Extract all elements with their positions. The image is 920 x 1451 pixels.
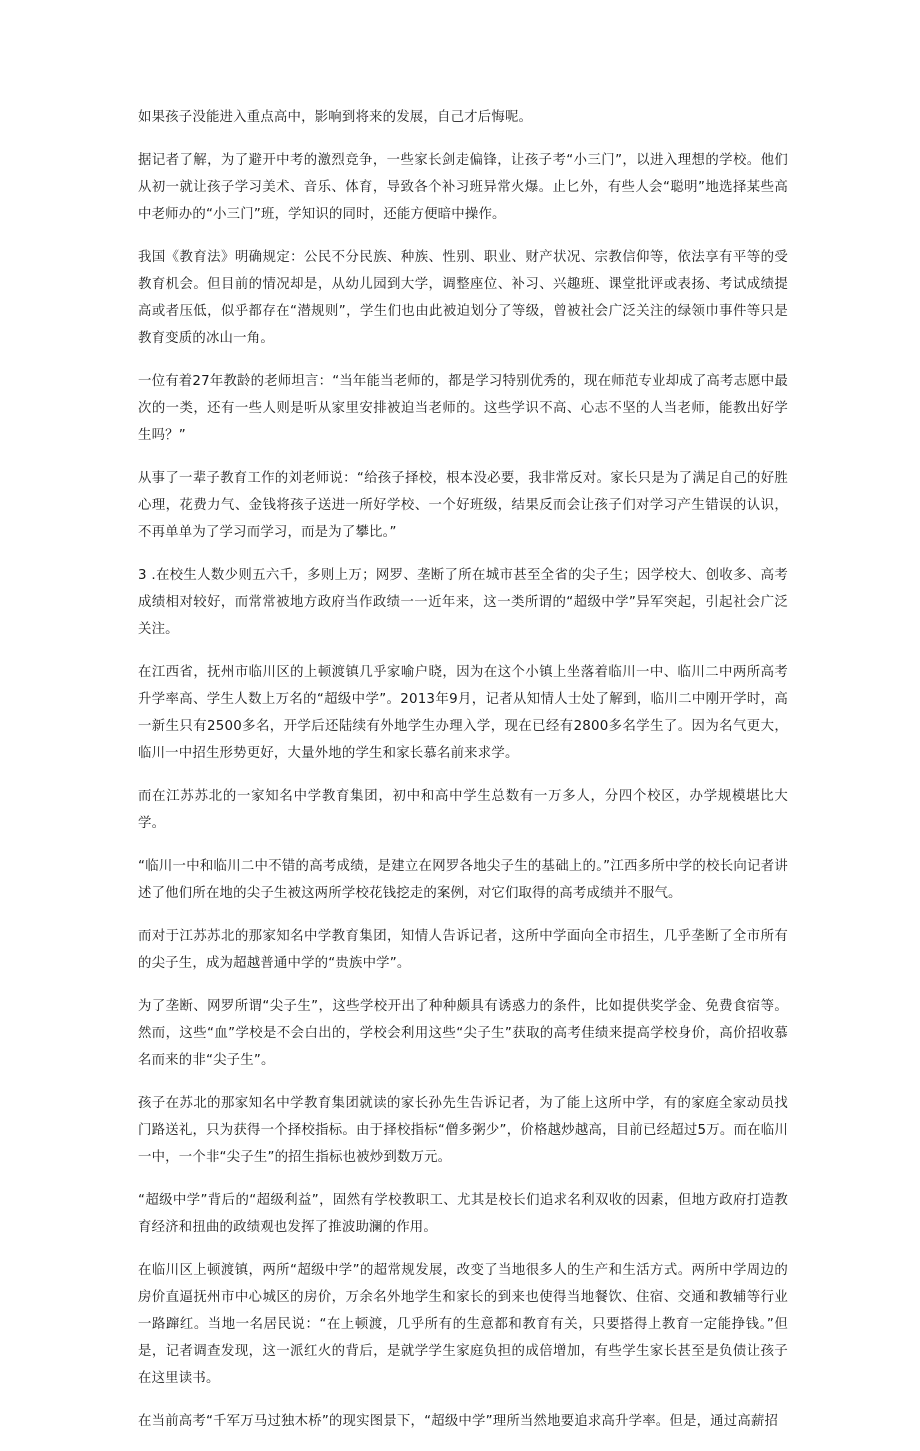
paragraph-10: 而对于江苏苏北的那家知名中学教育集团，知情人告诉记者，这所中学面向全市招生，几乎垄断了全市所有的尖子生，成为超越普通中学的“贵族中学”。 xyxy=(138,929,788,971)
paragraph-12: 孩子在苏北的那家知名中学教育集团就读的家长孙先生告诉记者，为了能上这所中学，有的家庭全家动员找门路送礼，只为获得一个择校指标。由于择校指标“僧多粥少”，价格越炒越高，目前已经超过5万。而在临川一中，一个非“尖子生”的招生指标也被炒到数万元。 xyxy=(138,1096,788,1165)
paragraph-4: 一位有着27年教龄的老师坦言：“当年能当老师的，都是学习特别优秀的，现在师范专业却成了高考志愿中最次的一类，还有一些人则是听从家里安排被迫当老师的。这些学识不高、心志不坚的人当老师，能教出好学生吗？” xyxy=(138,374,788,443)
paragraph-8: 而在江苏苏北的一家知名中学教育集团，初中和高中学生总数有一万多人，分四个校区，办学规模堪比大学。 xyxy=(138,789,788,831)
paragraph-1: 如果孩子没能进入重点高中，影响到将来的发展，自己才后悔呢。 xyxy=(138,110,533,125)
paragraph-13: “超级中学”背后的“超级利益”，固然有学校教职工、尤其是校长们追求名利双收的因素，但地方政府打造教育经济和扭曲的政绩观也发挥了推波助澜的作用。 xyxy=(138,1193,788,1235)
document-body xyxy=(138,104,788,1451)
paragraph-7: 在江西省，抚州市临川区的上顿渡镇几乎家喻户晓，因为在这个小镇上坐落着临川一中、临川二中两所高考升学率高、学生人数上万名的“超级中学”。2013年9月，记者从知情人士处了解到，临川二中刚开学时，高一新生只有2500多名，开学后还陆续有外地学生办理入学，现在已经有2800多名学生了。因为名气更大，临川一中招生形势更好，大量外地的学生和家长慕名前来求学。 xyxy=(138,665,788,761)
paragraph-11: 为了垄断、网罗所谓“尖子生”，这些学校开出了种种颇具有诱惑力的条件，比如提供奖学金、免费食宿等。然而，这些“血”学校是不会白出的，学校会利用这些“尖子生”获取的高考佳绩来提高学校身价，高价招收慕名而来的非“尖子生”。 xyxy=(138,999,788,1068)
paragraph-2: 据记者了解，为了避开中考的激烈竞争，一些家长剑走偏锋，让孩子考“小三门”，以进入理想的学校。他们从初一就让孩子学习美术、音乐、体育，导致各个补习班异常火爆。止匕外，有些人会“聪明”地选择某些高中老师办的“小三门”班，学知识的同时，还能方便暗中操作。 xyxy=(138,153,788,222)
paragraph-15: 在当前高考“千军万马过独木桥”的现实图景下，“超级中学”理所当然地要追求高升学率。但是，通过高薪招 xyxy=(138,1414,779,1429)
paragraph-6: 3 .在校生人数少则五六千，多则上万；网罗、垄断了所在城市甚至全省的尖子生；因学校大、创收多、高考成绩相对较好，而常常被地方政府当作政绩一一近年来，这一类所谓的“超级中学”异军突起，引起社会广泛关注。 xyxy=(138,568,788,637)
paragraph-5: 从事了一辈子教育工作的刘老师说：“给孩子择校，根本没必要，我非常反对。家长只是为了满足自己的好胜心理，花费力气、金钱将孩子送进一所好学校、一个好班级，结果反而会让孩子们对学习产生错误的认识，不再单单为了学习而学习，而是为了攀比。” xyxy=(138,471,788,540)
paragraph-9: “临川一中和临川二中不错的高考成绩，是建立在网罗各地尖子生的基础上的。”江西多所中学的校长向记者讲述了他们所在地的尖子生被这两所学校花钱挖走的案例，对它们取得的高考成绩并不服气。 xyxy=(138,859,788,901)
paragraph-14: 在临川区上顿渡镇，两所“超级中学”的超常规发展，改变了当地很多人的生产和生活方式。两所中学周边的房价直逼抚州市中心城区的房价，万余名外地学生和家长的到来也使得当地餐饮、住宿、交通和教辅等行业一路蹿红。当地一名居民说：“在上顿渡，几乎所有的生意都和教育有关，只要搭得上教育一定能挣钱。”但是，记者调查发现，这一派红火的背后，是就学学生家庭负担的成倍增加，有些学生家长甚至是负债让孩子在这里读书。 xyxy=(138,1263,788,1386)
paragraph-3: 我国《教育法》明确规定：公民不分民族、种族、性别、职业、财产状况、宗教信仰等，依法享有平等的受教育机会。但目前的情况却是，从幼儿园到大学，调整座位、补习、兴趣班、课堂批评或表扬、考试成绩提高或者压低，似乎都存在“潜规则”，学生们也由此被迫划分了等级，曾被社会广泛关注的绿领巾事件等只是教育变质的冰山一角。 xyxy=(138,250,788,346)
